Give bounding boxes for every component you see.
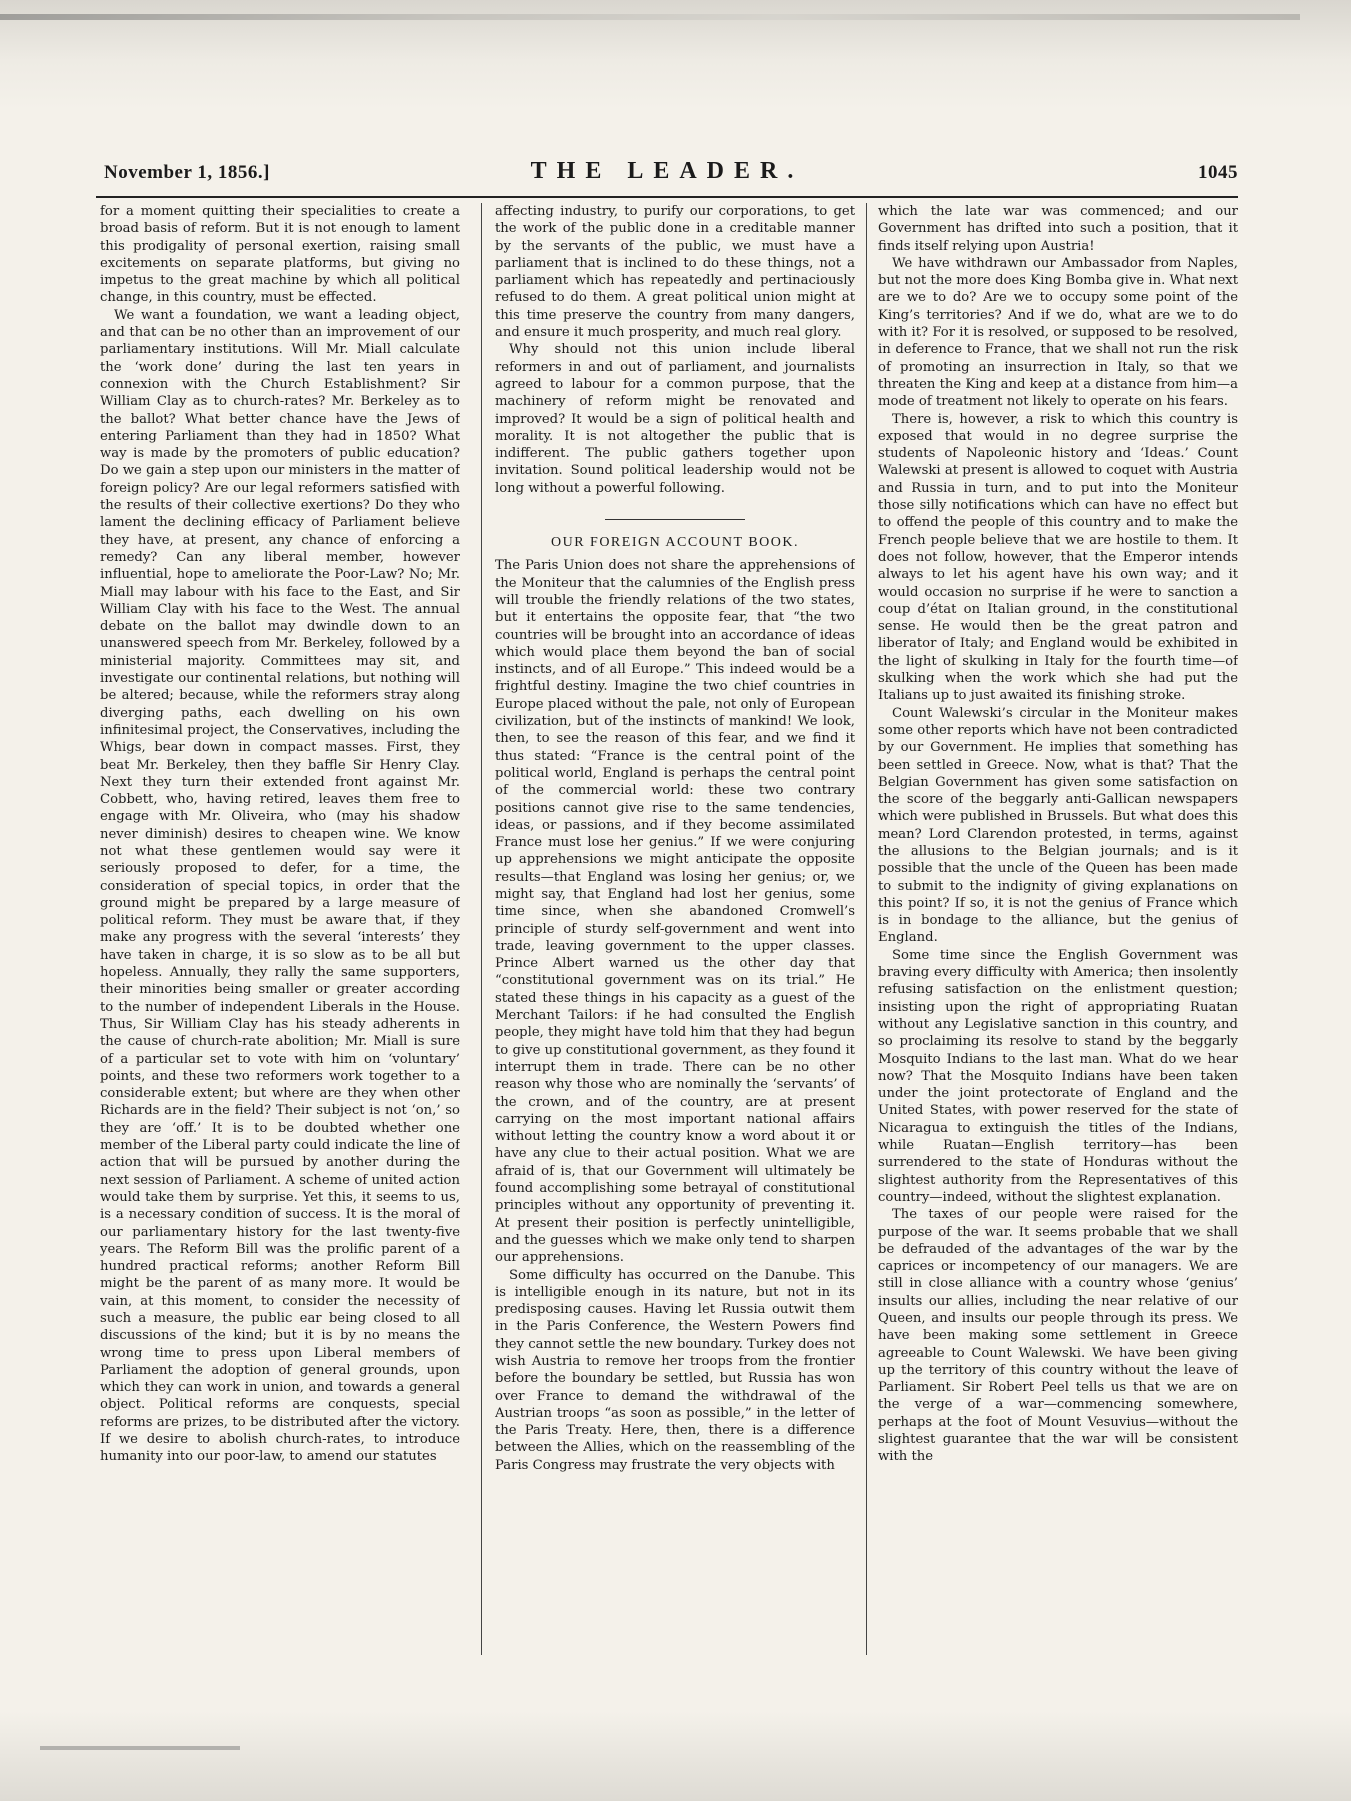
column-divider xyxy=(481,203,482,1655)
scan-edge-bottom xyxy=(0,1711,1351,1801)
column-2-paragraph: affecting industry, to purify our corporations, to get the work of the public done in a creditable manner by the servants of the public, we must have a parliament that is inclined to do these things, not a parliament which has repeatedly and pertinaciously refused to do them. A great political union might at this time preserve the country from many dangers, and ensure it much prosperity, and much real glory. xyxy=(495,204,855,341)
column-3 xyxy=(878,203,1238,1653)
column-2-paragraph: The Paris Union does not share the apprehensions of the Moniteur that the calumnies of the English press will trouble the friendly relations of the two states, but it entertains the opposite fear, that “the two countries will be brought into an accordance of ideas which would place them beyond the ban of social instincts, and of all Europe.” This indeed would be a frightful destiny. Imagine the two chief countries in Europe placed without the pale, not only of European civilization, but of the instincts of mankind! We look, then, to see the reason of this fear, and we find it thus stated: “France is the central point of the political world, England is perhaps the central point of the commercial world: these two contrary positions cannot give rise to the same tendencies, ideas, or passions, and if they become assimilated France must lose her genius.” If we were conjuring up apprehensions we might anticipate the opposite results—that England was losing her genius; or, we might say, that England had lost her genius, some time since, when she abandoned Cromwell’s principle of sturdy self-government and went into trade, leaving government to the upper classes. Prince Albert warned us the other day that “constitutional government was on its trial.” He stated these things in his capacity as a guest of the Merchant Tailors: if he had consulted the English people, they might have told him that they had begun to give up constitutional government, as they found it interrupt them in trade. There can be no other reason why those who are nominally the ‘servants’ of the crown, and of the country, are at present carrying on the most important national affairs without letting the country know a word about it or have any clue to their actual position. What we are afraid of is, that our Government will ultimately be found accomplishing some betrayal of constitutional principles without any opportunity of preventing it. At present their position is perfectly unintelligible, and the guesses which we make only tend to sharpen our apprehensions. xyxy=(495,558,855,1266)
column-2-paragraph: Some difficulty has occurred on the Danube. This is intelligible enough in its nature, but not in its predisposing causes. Having let Russia outwit them in the Paris Conference, the Western Powers find they cannot settle the new boundary. Turkey does not wish Austria to remove her troops from the frontier before the boundary be settled, but Russia has won over France to demand the withdrawal of the Austrian troops “as soon as possible,” in the letter of the Paris Treaty. Here, then, there is a difference between the Allies, which on the reassembling of the Paris Congress may frustrate the very objects with xyxy=(495,1267,855,1473)
header-rule xyxy=(96,196,1238,198)
column-3-paragraph: There is, however, a risk to which this country is exposed that would in no degree surprise the students of Napoleonic history and ‘Ideas.’ Count Walewski at present is allowed to coquet with Austria and Russia in turn, and to put into the Moniteur those silly notifications which can have no effect but to offend the people of this country and to make the French people believe that we are hostile to them. It does not follow, however, that the Emperor intends always to let his agent have his own way; and it would occasion no surprise if he were to sanction a coup d’état on Italian ground, in the constitutional sense. He would then be the great patron and liberator of Italy; and England would be exhibited in the light of skulking in Italy for the fourth time—of skulking when the work which she had put the Italians up to just awaited its finishing stroke. xyxy=(878,411,1238,704)
header-date: November 1, 1856.] xyxy=(104,162,270,183)
column-2 xyxy=(495,203,855,1653)
column-3-paragraph: The taxes of our people were raised for the purpose of the war. It seems probable that we shall be defrauded of the advantages of the war by the caprices or incompetency of our managers. We are still in close alliance with a country whose ‘genius’ insults our allies, including the near relative of our Queen, and insults our people through its press. We have been making some settlement in Greece agreeable to Count Walewski. We have been giving up the territory of this country without the leave of Parliament. Sir Robert Peel tells us that we are on the verge of a war—commencing somewhere, perhaps at the foot of Mount Vesuvius—without the slightest guarantee that the war will be consistent with the xyxy=(878,1207,1238,1465)
column-divider xyxy=(866,203,867,1655)
column-1-paragraph: for a moment quitting their specialities to create a broad basis of reform. But it is not enough to lament this prodigality of personal exertion, raising small excitements on separate platforms, but giving no impetus to the great machine by which all political change, in this country, must be effected. xyxy=(100,204,460,306)
column-1-paragraph: We want a foundation, we want a leading object, and that can be no other than an improvement of our parliamentary institutions. Will Mr. Miall calculate the ‘work done’ during the last ten years in connexion with the Church Establishment? Sir William Clay as to church-rates? Mr. Berkeley as to the ballot? What better chance have the Jews of entering Parliament than they had in 1850? What way is made by the promoters of public education? Do we gain a step upon our ministers in the matter of foreign policy? Are our legal reformers satisfied with the results of their collective exertions? Do they who lament the declining efficacy of Parliament believe they have, at present, any chance of enforcing a remedy? Can any liberal member, however influential, hope to ameliorate the Poor-Law? No; Mr. Miall may labour with his face to the East, and Sir William Clay with his face to the West. The annual debate on the ballot may dwindle down to an unanswered speech from Mr. Berkeley, followed by a ministerial majority. Committees may sit, and investigate our continental relations, but nothing will be altered; because, while the reformers stray along diverging paths, each dwelling on his own infinitesimal project, the Conservatives, including the Whigs, bear down in compact masses. First, they beat Mr. Berkeley, then they baffle Sir Henry Clay. Next they turn their extended front against Mr. Cobbett, who, having retired, leaves them free to engage with Mr. Oliveira, who (may his shadow never diminish) desires to cheapen wine. We know not what these gentlemen would say were it seriously proposed to defer, for a time, the consideration of special topics, in order that the ground might be prepared by a large measure of political reform. They must be aware that, if they make any progress with the several ‘interests’ they have taken in charge, it is so slow as to be all but hopeless. Annually, they rally the same supporters, their minorities being smaller or greater according to the number of independent Liberals in the House. Thus, Sir William Clay has his steady adherents in the cause of church-rate abolition; Mr. Miall is sure of a particular set to vote with him on ‘voluntary’ points, and these two reformers work together to a considerable extent; but where are they when other Richards are in the field? Their subject is not ‘on,’ so they are ‘off.’ It is to be doubted whether one member of the Liberal party could indicate the line of action that will be pursued by another during the next session of Parliament. A scheme of united action would take them by surprise. Yet this, it seems to us, is a necessary condition of success. It is the moral of our parliamentary history for the last twenty-five years. The Reform Bill was the prolific parent of a hundred practical reforms; another Reform Bill might be the parent of as many more. It would be vain, at this moment, to consider the necessity of such a measure, the public ear being closed to all discussions of the kind; but it is by no means the wrong time to press upon Liberal members of Parliament the adoption of general grounds, upon which they can work in union, and towards a general object. Political reforms are conquests, special reforms are prizes, to be distributed after the victory. If we desire to abolish church-rates, to introduce humanity into our poor-law, to amend our statutes xyxy=(100,307,460,1465)
column-2-paragraph: Why should not this union include liberal reformers in and out of parliament, and journalists agreed to labour for a common purpose, that the machinery of reform might be renovated and improved? It would be a sign of political health and morality. It is not altogether the public that is indifferent. The public gathers together upon invitation. Sound political leadership would not be long without a powerful following. xyxy=(495,342,855,496)
column-3-paragraph: which the late war was commenced; and our Government has drifted into such a position, that it finds itself relying upon Austria! xyxy=(878,204,1238,254)
scan-edge-top xyxy=(0,0,1351,110)
header-title: THE LEADER. xyxy=(530,158,804,184)
column-3-paragraph: Count Walewski’s circular in the Moniteur makes some other reports which have not been contradicted by our Government. He implies that something has been settled in Greece. Now, what is that? That the Belgian Government has given some satisfaction on the score of the beggarly anti-Gallican newspapers which were published in Brussels. But what does this mean? Lord Clarendon protested, in terms, against the allusions to the Belgian journals; and is it possible that the uncle of the Queen has been made to submit to the indignity of giving explanations on this point? If so, it is not the genius of France which is in bondage to the alliance, but the genius of England. xyxy=(878,705,1238,946)
section-heading: OUR FOREIGN ACCOUNT BOOK. xyxy=(550,535,800,551)
column-3-paragraph: We have withdrawn our Ambassador from Naples, but not the more does King Bomba give in. What next are we to do? Are we to occupy some point of the King’s territories? And if we do, what are we to do with it? For it is resolved, or supposed to be resolved, in deference to France, that we shall not run the risk of promoting an insurrection in Italy, so that we threaten the King and keep at a distance from him—a mode of treatment not likely to operate on his fears. xyxy=(878,255,1238,410)
section-separator xyxy=(605,519,745,520)
page-header xyxy=(96,154,1238,194)
header-page-number: 1045 xyxy=(1198,162,1238,183)
column-1 xyxy=(100,203,460,1653)
column-3-paragraph: Some time since the English Government was braving every difficulty with America; then insolently refusing satisfaction on the enlistment question; insisting upon the right of appropriating Ruatan without any Legislative sanction in this country, and so proclaiming its resolve to stand by the beggarly Mosquito Indians to the last man. What do we hear now? That the Mosquito Indians have been taken under the joint protectorate of England and the United States, with power reserved for the state of Nicaragua to extinguish the titles of the Indians, while Ruatan—English territory—has been surrendered to the state of Honduras without the slightest authority from the Representatives of this country—indeed, without the slightest explanation. xyxy=(878,947,1238,1205)
article-columns xyxy=(100,203,1240,1658)
